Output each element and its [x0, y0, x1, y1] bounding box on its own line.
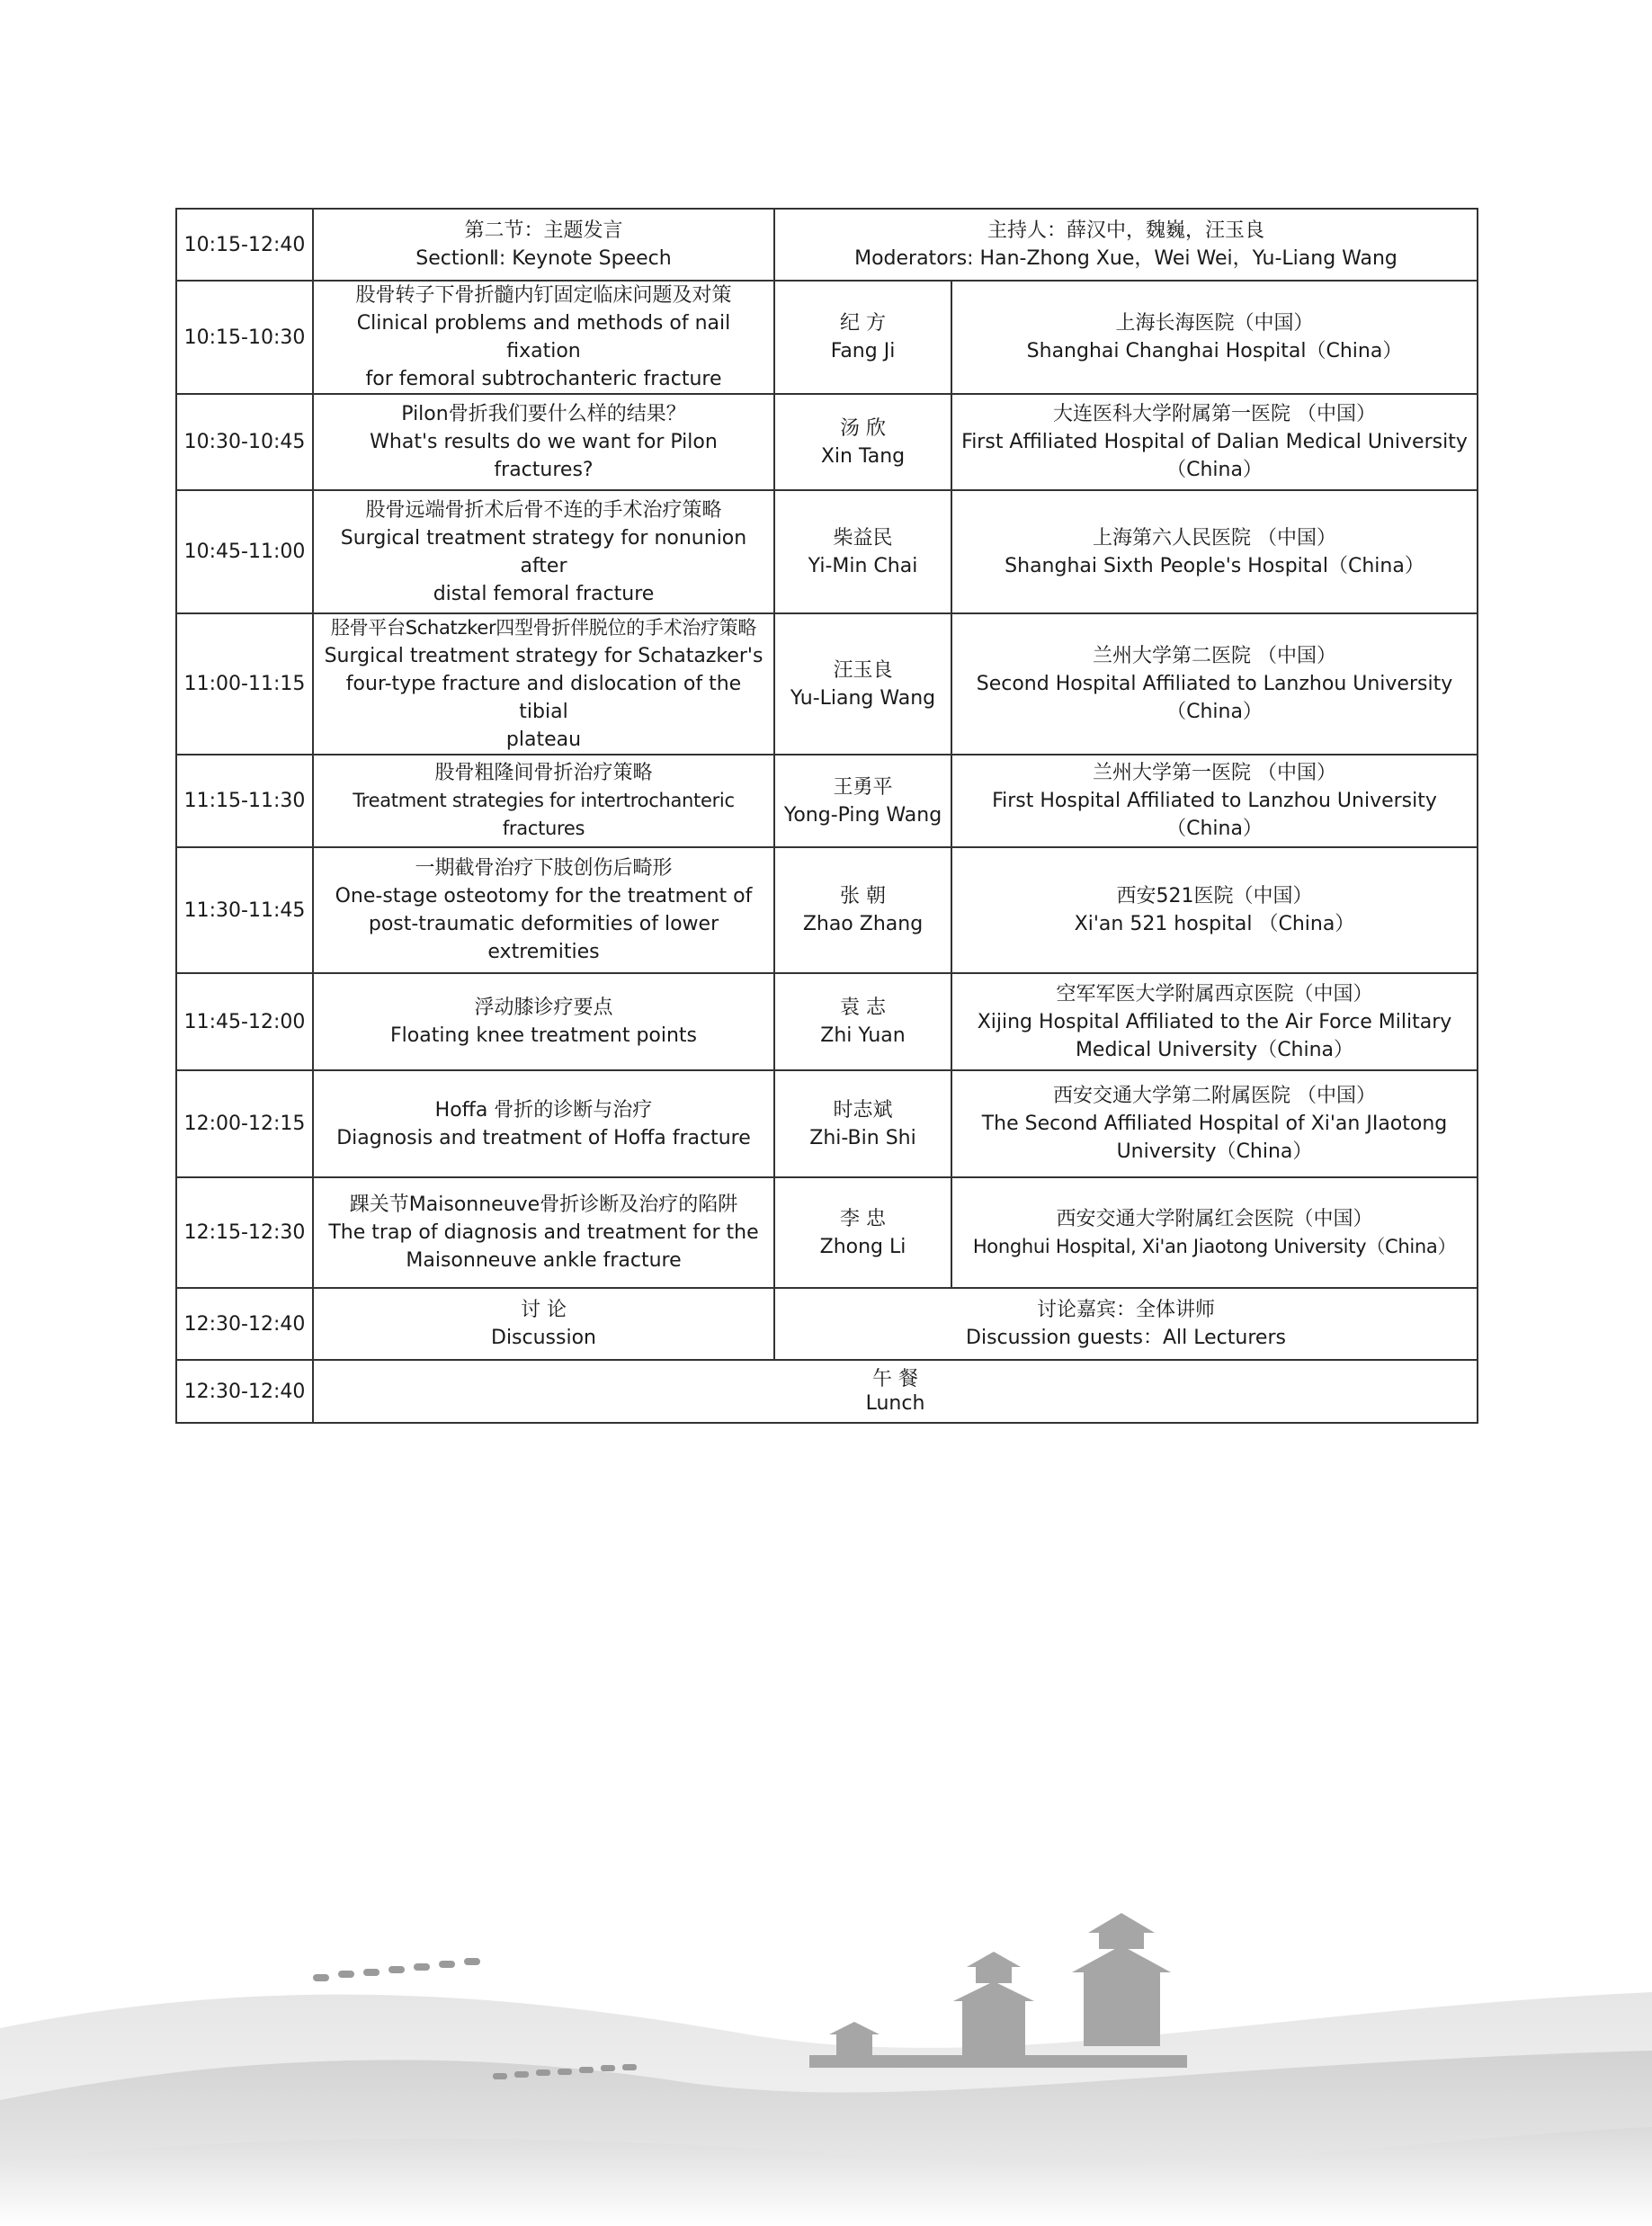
topic-line: What's results do we want for Pilon fractures? — [370, 431, 718, 481]
time-cell: 12:30-12:40 — [176, 1360, 313, 1423]
time-cell: 10:15-10:30 — [176, 281, 313, 394]
time-cell: 11:45-12:00 — [176, 973, 313, 1070]
topic-line: Hoffa 骨折的诊断与治疗 — [434, 1098, 653, 1122]
time-cell: 12:00-12:15 — [176, 1070, 313, 1177]
desert-scenery-illustration — [0, 1839, 1652, 2226]
topic-line: The trap of diagnosis and treatment for the — [328, 1221, 759, 1244]
speaker-name-cn: 汤 欣 — [840, 416, 886, 440]
lunch-label-en: Lunch — [865, 1392, 925, 1415]
speaker-cell — [774, 1177, 951, 1288]
speaker-name-en: Zhao Zhang — [802, 913, 924, 935]
topic-line: Floating knee treatment points — [389, 1024, 698, 1047]
hospital-cell — [951, 394, 1478, 490]
hospital-cell — [951, 613, 1478, 755]
talk-row — [176, 1177, 1478, 1288]
time-cell: 11:30-11:45 — [176, 847, 313, 973]
speaker-name-en: Zhong Li — [819, 1235, 906, 1258]
hospital-line: 上海第六人民医院 （中国） — [1093, 526, 1336, 550]
hospital-cell — [951, 281, 1478, 394]
speaker-cell — [774, 847, 951, 973]
discussion-label-cell — [313, 1288, 774, 1360]
hospital-line: Shanghai Sixth People's Hospital（China） — [1005, 554, 1424, 577]
time-cell: 10:15-12:40 — [176, 209, 313, 281]
topic-line: distal femoral fracture — [433, 582, 655, 605]
time-cell: 11:15-11:30 — [176, 755, 313, 847]
hospital-line: 西安521医院（中国） — [1116, 885, 1313, 907]
topic-line: One-stage osteotomy for the treatment of — [335, 885, 753, 907]
moderators-cell — [774, 209, 1478, 281]
topic-line: plateau — [505, 729, 582, 751]
time-cell: 11:00-11:15 — [176, 613, 313, 755]
hospital-line: 空军军医大学附属西京医院（中国） — [1056, 982, 1373, 1006]
topic-cell — [313, 490, 774, 613]
time-cell: 10:45-11:00 — [176, 490, 313, 613]
schedule-table — [175, 208, 1478, 1424]
talk-row — [176, 394, 1478, 490]
hospital-cell — [951, 847, 1478, 973]
speaker-name-en: Yong-Ping Wang — [783, 803, 942, 827]
speaker-name-cn: 汪玉良 — [833, 658, 893, 682]
topic-line: four-type fracture and dislocation of the tibial — [345, 673, 742, 723]
discussion-row — [176, 1288, 1478, 1360]
topic-line: Maisonneuve ankle fracture — [406, 1249, 682, 1272]
topic-cell — [313, 613, 774, 755]
topic-line: 股骨远端骨折术后骨不连的手术治疗策略 — [365, 498, 722, 522]
discussion-label-en: Discussion — [491, 1327, 596, 1349]
section-title-cell — [313, 209, 774, 281]
hospital-line: 兰州大学第二医院 （中国） — [1093, 645, 1336, 667]
topic-line: 胫骨平台Schatzker四型骨折伴脱位的手术治疗策略 — [330, 617, 757, 639]
time-cell: 12:15-12:30 — [176, 1177, 313, 1288]
talk-row — [176, 847, 1478, 973]
topic-line: 股骨转子下骨折髓内钉固定临床问题及对策 — [355, 284, 732, 307]
hospital-line: Medical University（China） — [1075, 1038, 1354, 1061]
hospital-line: First Affiliated Hospital of Dalian Medical University — [961, 431, 1468, 453]
topic-line: Pilon骨折我们要什么样的结果？ — [401, 403, 686, 425]
discussion-label-cn: 讨 论 — [521, 1299, 567, 1321]
hospital-line: University（China） — [1116, 1140, 1313, 1163]
topic-line: 股骨粗隆间骨折治疗策略 — [434, 762, 653, 784]
moderators-en: Moderators: Han-Zhong Xue，Wei Wei，Yu-Liang Wang — [854, 247, 1398, 270]
section-header-row — [176, 209, 1478, 281]
hospital-cell — [951, 973, 1478, 1070]
hospital-line: Shanghai Changhai Hospital（China） — [1026, 340, 1403, 362]
topic-cell — [313, 394, 774, 490]
hospital-cell — [951, 1177, 1478, 1288]
topic-cell — [313, 847, 774, 973]
hospital-line: 大连医科大学附属第一医院 （中国） — [1053, 403, 1376, 425]
hospital-line: Xijing Hospital Affiliated to the Air Force Military — [977, 1010, 1452, 1033]
talk-row — [176, 490, 1478, 613]
talk-row — [176, 1070, 1478, 1177]
pagoda-icon — [809, 1913, 1187, 2068]
topic-line: post-traumatic deformities of lower — [368, 913, 719, 935]
topic-cell — [313, 1177, 774, 1288]
speaker-name-cn: 时志斌 — [833, 1098, 893, 1122]
hospital-cell — [951, 490, 1478, 613]
topic-line: Diagnosis and treatment of Hoffa fracture — [336, 1126, 751, 1149]
topic-cell — [313, 1070, 774, 1177]
hospital-line: The Second Affiliated Hospital of Xi'an JIaotong — [981, 1113, 1448, 1135]
hospital-line: 上海长海医院（中国） — [1115, 312, 1314, 335]
topic-cell — [313, 755, 774, 847]
speaker-cell — [774, 755, 951, 847]
talk-row — [176, 613, 1478, 755]
topic-line: Clinical problems and methods of nail fixation — [356, 312, 731, 362]
discussion-guests-en: Discussion guests：All Lecturers — [966, 1327, 1286, 1349]
speaker-name-en: Yi-Min Chai — [808, 554, 918, 577]
hospital-line: （China） — [1166, 459, 1263, 481]
hospital-line: Second Hospital Affiliated to Lanzhou University — [976, 673, 1453, 695]
hospital-line: First Hospital Affiliated to Lanzhou University — [992, 790, 1437, 812]
hospital-line: Honghui Hospital, Xi'an Jiaotong University（China） — [972, 1235, 1457, 1257]
speaker-cell — [774, 394, 951, 490]
speaker-name-cn: 柴益民 — [833, 526, 893, 550]
speaker-name-en: Xin Tang — [820, 444, 906, 468]
hospital-line: （China） — [1166, 818, 1263, 840]
hospital-cell — [951, 755, 1478, 847]
topic-cell — [313, 973, 774, 1070]
speaker-cell — [774, 1070, 951, 1177]
lunch-row — [176, 1360, 1478, 1423]
speaker-cell — [774, 973, 951, 1070]
speaker-cell — [774, 613, 951, 755]
discussion-guests-cell — [774, 1288, 1478, 1360]
speaker-name-en: Fang Ji — [830, 340, 896, 362]
section-title-cn: 第二节：主题发言 — [464, 219, 623, 242]
lunch-label-cn: 午 餐 — [872, 1368, 918, 1390]
speaker-cell — [774, 490, 951, 613]
hospital-cell — [951, 1070, 1478, 1177]
topic-line: 浮动膝诊疗要点 — [474, 997, 613, 1019]
hospital-line: （China） — [1166, 701, 1263, 723]
talk-row — [176, 973, 1478, 1070]
topic-line: Surgical treatment strategy for nonunion after — [340, 526, 747, 577]
speaker-name-en: Zhi Yuan — [820, 1024, 906, 1047]
speaker-name-cn: 纪 方 — [840, 312, 886, 335]
speaker-name-cn: 张 朝 — [840, 885, 886, 907]
talk-row — [176, 755, 1478, 847]
topic-line: Surgical treatment strategy for Schatazker's — [324, 645, 763, 667]
lunch-cell — [313, 1360, 1478, 1423]
time-cell: 10:30-10:45 — [176, 394, 313, 490]
topic-cell — [313, 281, 774, 394]
moderators-cn: 主持人：薛汉中，魏巍，汪玉良 — [987, 219, 1264, 242]
topic-line: Treatment strategies for intertrochanteric fractures — [353, 790, 735, 839]
topic-line: for femoral subtrochanteric fracture — [365, 368, 722, 390]
speaker-name-cn: 王勇平 — [833, 775, 893, 799]
speaker-cell — [774, 281, 951, 394]
speaker-name-en: Yu-Liang Wang — [790, 686, 936, 710]
discussion-guests-cn: 讨论嘉宾：全体讲师 — [1036, 1299, 1215, 1321]
topic-line: extremities — [487, 941, 600, 963]
speaker-name-cn: 李 忠 — [840, 1207, 886, 1230]
hospital-line: 西安交通大学第二附属医院 （中国） — [1053, 1085, 1376, 1107]
hospital-line: Xi'an 521 hospital （China） — [1074, 913, 1355, 935]
topic-line: 一期截骨治疗下肢创伤后畸形 — [415, 857, 673, 880]
hospital-line: 兰州大学第一医院 （中国） — [1093, 762, 1336, 784]
speaker-name-cn: 袁 志 — [840, 997, 886, 1019]
hospital-line: 西安交通大学附属红会医院（中国） — [1056, 1207, 1373, 1230]
talk-row — [176, 281, 1478, 394]
speaker-name-en: Zhi-Bin Shi — [809, 1126, 916, 1149]
topic-line: 踝关节Maisonneuve骨折诊断及治疗的陷阱 — [349, 1193, 738, 1216]
time-cell: 12:30-12:40 — [176, 1288, 313, 1360]
section-title-en: SectionⅡ: Keynote Speech — [415, 247, 672, 270]
